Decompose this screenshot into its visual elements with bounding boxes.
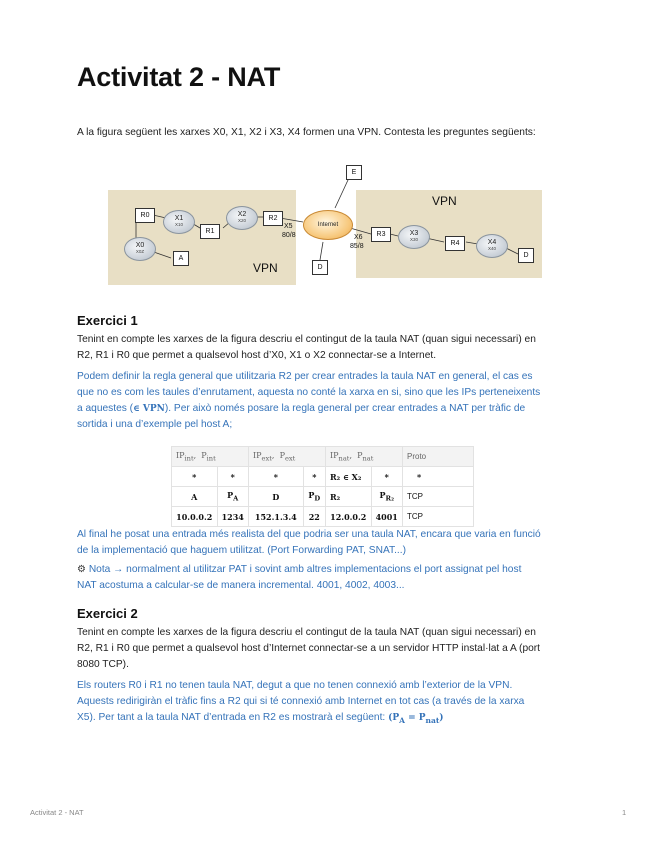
exercise-1-answer-line: que no es com les taules d’enrutament, aquesta no conté la xarxa en si, sino que les IPs perteneixents [77,387,541,398]
table-cell [217,487,249,507]
nat-table [171,446,474,527]
cell-sub: D [314,494,321,503]
table-cell: 22 [303,507,325,527]
intro-text: A la figura següent les xarxes X0, X1, X2 i X3, X4 formen una VPN. Contesta les preguntes següents: [77,127,536,138]
cell-text: P [379,490,386,501]
exercise-1-after-line: Al final he posat una entrada més realista del que podria ser una taula NAT, encara que varia en funció [77,529,541,540]
table-row [172,507,474,527]
table-row [172,467,474,487]
table-cell: * [217,467,249,487]
table-cell: * [249,467,304,487]
table-cell: * [172,467,218,487]
router-r0: R0 [135,208,155,223]
cloud-x3 [398,225,430,249]
link-x5-addr: 80/8 [282,232,296,239]
header-nat: $IP_{nat}$, $P_{nat}$ [326,447,403,467]
math-sub: A [399,715,405,725]
exercise-1-answer-line [77,401,577,417]
header-ext: $IP_{ext}$, $P_{ext}$ [249,447,326,467]
exercise-1-question-line: R2, R1 i R0 que permet a qualsevol host d’X0, X1 o X2 connectar-se a Internet. [77,350,437,361]
math-part: = P [404,713,426,723]
cloud-x3-name: X3 [409,230,419,237]
table-cell: 1234 [217,507,249,527]
header-ip-int-sub: int [184,454,194,463]
table-header-row [172,447,474,467]
table-cell: 12.0.0.2 [326,507,372,527]
header-ip-nat-sub: nat [338,454,350,463]
cloud-x1-sub: X10 [174,222,183,227]
router-r4: R4 [445,236,465,251]
header-p-nat: P [357,450,363,460]
host-d-right: D [518,248,534,263]
cloud-x2-sub: X20 [237,218,246,223]
link-x6-addr: 85/8 [350,243,364,250]
table-cell: 4001 [371,507,403,527]
math-part: (P [388,713,400,723]
table-cell: 152.1.3.4 [249,507,304,527]
exercise-1-answer-line: Podem definir la regla general que utilitzaria R2 per crear entrades la taula NAT en general, el cas es [77,371,533,382]
cloud-x0 [124,237,156,261]
exercise-2-question-line: Tenint en compte les xarxes de la figura descriu el contingut de la taula NAT (quan sigui necessari) en [77,627,536,638]
cloud-x4-sub: X40 [487,246,496,251]
exercise-2-answer-line: Aquests redirigiràn el tràfic fins a R2 qui si té connexió amb Internet en tot cas (a través de la xarxa [77,696,525,707]
cell-text: P [308,490,315,501]
exercise-1-question-line: Tenint en compte les xarxes de la figura descriu el contingut de la taula NAT (quan sigui necessari) en [77,334,536,345]
answer-text: X5). Per tant a la taula NAT d’entrada en R2 es mostrarà el següent: [77,712,389,723]
page-title: Activitat 2 - NAT [77,62,281,92]
cloud-x0-name: X0 [135,242,145,249]
math-part: ) [439,713,444,723]
math-in-vpn: ∈ VPN [133,404,165,414]
page-number: 1 [622,808,627,817]
cloud-x1-name: X1 [174,215,184,222]
answer-text: a aquestes ( [77,403,134,414]
cloud-x4 [476,234,508,258]
exercise-2-question-line: 8080 TCP). [77,659,129,670]
header-ip-ext-sub: ext [261,454,272,463]
header-ip-int: IP [176,450,185,460]
table-cell: 10.0.0.2 [172,507,218,527]
header-p-ext: P [279,450,285,460]
math-pa-equals-pnat [388,713,443,723]
table-cell: * [403,467,474,487]
table-cell: TCP [403,487,474,507]
exercise-1-answer [77,369,577,433]
table-row [172,487,474,507]
header-p-int-sub: int [206,454,216,463]
exercise-1-after [77,527,577,559]
router-r3: R3 [371,227,391,242]
exercise-2-heading: Exercici 2 [77,606,138,621]
cell-text: P [227,490,234,501]
table-cell: R₂ [326,487,372,507]
host-e: E [346,165,362,180]
link-x6-label: X6 [354,234,363,241]
footer-title: Activitat 2 - NAT [30,808,84,817]
cloud-x2 [226,206,258,230]
table-cell [303,487,325,507]
table-cell: A [172,487,218,507]
exercise-2-question-line: R2, R1 i R0 que permet a qualsevol host d’Internet connectar-se a un servidor HTTP instal·lat a A (port [77,643,541,654]
left-vpn-label: VPN [253,261,278,275]
exercise-1-answer-line: sortida i una d’exemple pel host A; [77,419,233,430]
cloud-x0-sub: X0Z [135,249,145,254]
exercise-1-note-line [77,562,577,578]
header-ip-nat: IP [330,450,339,460]
exercise-2-answer [77,678,577,729]
table-cell: R₂ ∈ X₂ [326,467,372,487]
router-r1: R1 [200,224,220,239]
exercise-2-answer-line [77,710,577,729]
header-proto: Proto [403,447,474,467]
host-d-internet: D [312,260,328,275]
header-p-ext-sub: ext [284,454,296,463]
table-cell [371,487,403,507]
router-r2: R2 [263,211,283,226]
right-vpn-label: VPN [432,194,457,208]
answer-text: ). Per això només posare la regla general per crear entrades a NAT per tràfic de [164,403,526,414]
cell-sub: A [233,494,239,503]
table-cell: * [303,467,325,487]
cloud-x1 [163,210,195,234]
network-diagram [108,160,548,285]
internet-cloud: Internet [303,210,353,240]
cloud-x4-name: X4 [487,239,497,246]
gear-icon: ⚙ [77,564,86,575]
exercise-1-heading: Exercici 1 [77,313,138,328]
exercise-2-question [77,625,577,673]
table-cell: TCP [403,507,474,527]
cloud-x2-name: X2 [237,211,247,218]
header-ip-ext: IP [253,450,262,460]
header-p-nat-sub: nat [362,454,374,463]
exercise-2-answer-line: Els routers R0 i R1 no tenen taula NAT, degut a que no tenen connexió amb l’exterior de la VPN. [77,680,513,691]
host-a: A [173,251,189,266]
note-text: Nota → normalment al utilitzar PAT i sovint amb altres implementacions el port assignat pel host [88,564,522,575]
math-sub: nat [425,715,440,725]
header-int: $IP_{int}$, $P_{int}$ [172,447,249,467]
cloud-x3-sub: X30 [409,237,418,242]
exercise-1-note [77,562,577,594]
table-cell: D [249,487,304,507]
cell-sub: R₂ [385,494,394,503]
link-x5-label: X5 [284,223,293,230]
header-p-int: P [201,450,207,460]
exercise-1-after-line: de la implementació que haguem utilitzat. (Port Forwarding PAT, SNAT...) [77,545,406,556]
exercise-1-question [77,332,577,364]
table-cell: * [371,467,403,487]
exercise-1-note-line: NAT acostuma a calcular-se de manera incremental. 4001, 4002, 4003... [77,580,405,591]
